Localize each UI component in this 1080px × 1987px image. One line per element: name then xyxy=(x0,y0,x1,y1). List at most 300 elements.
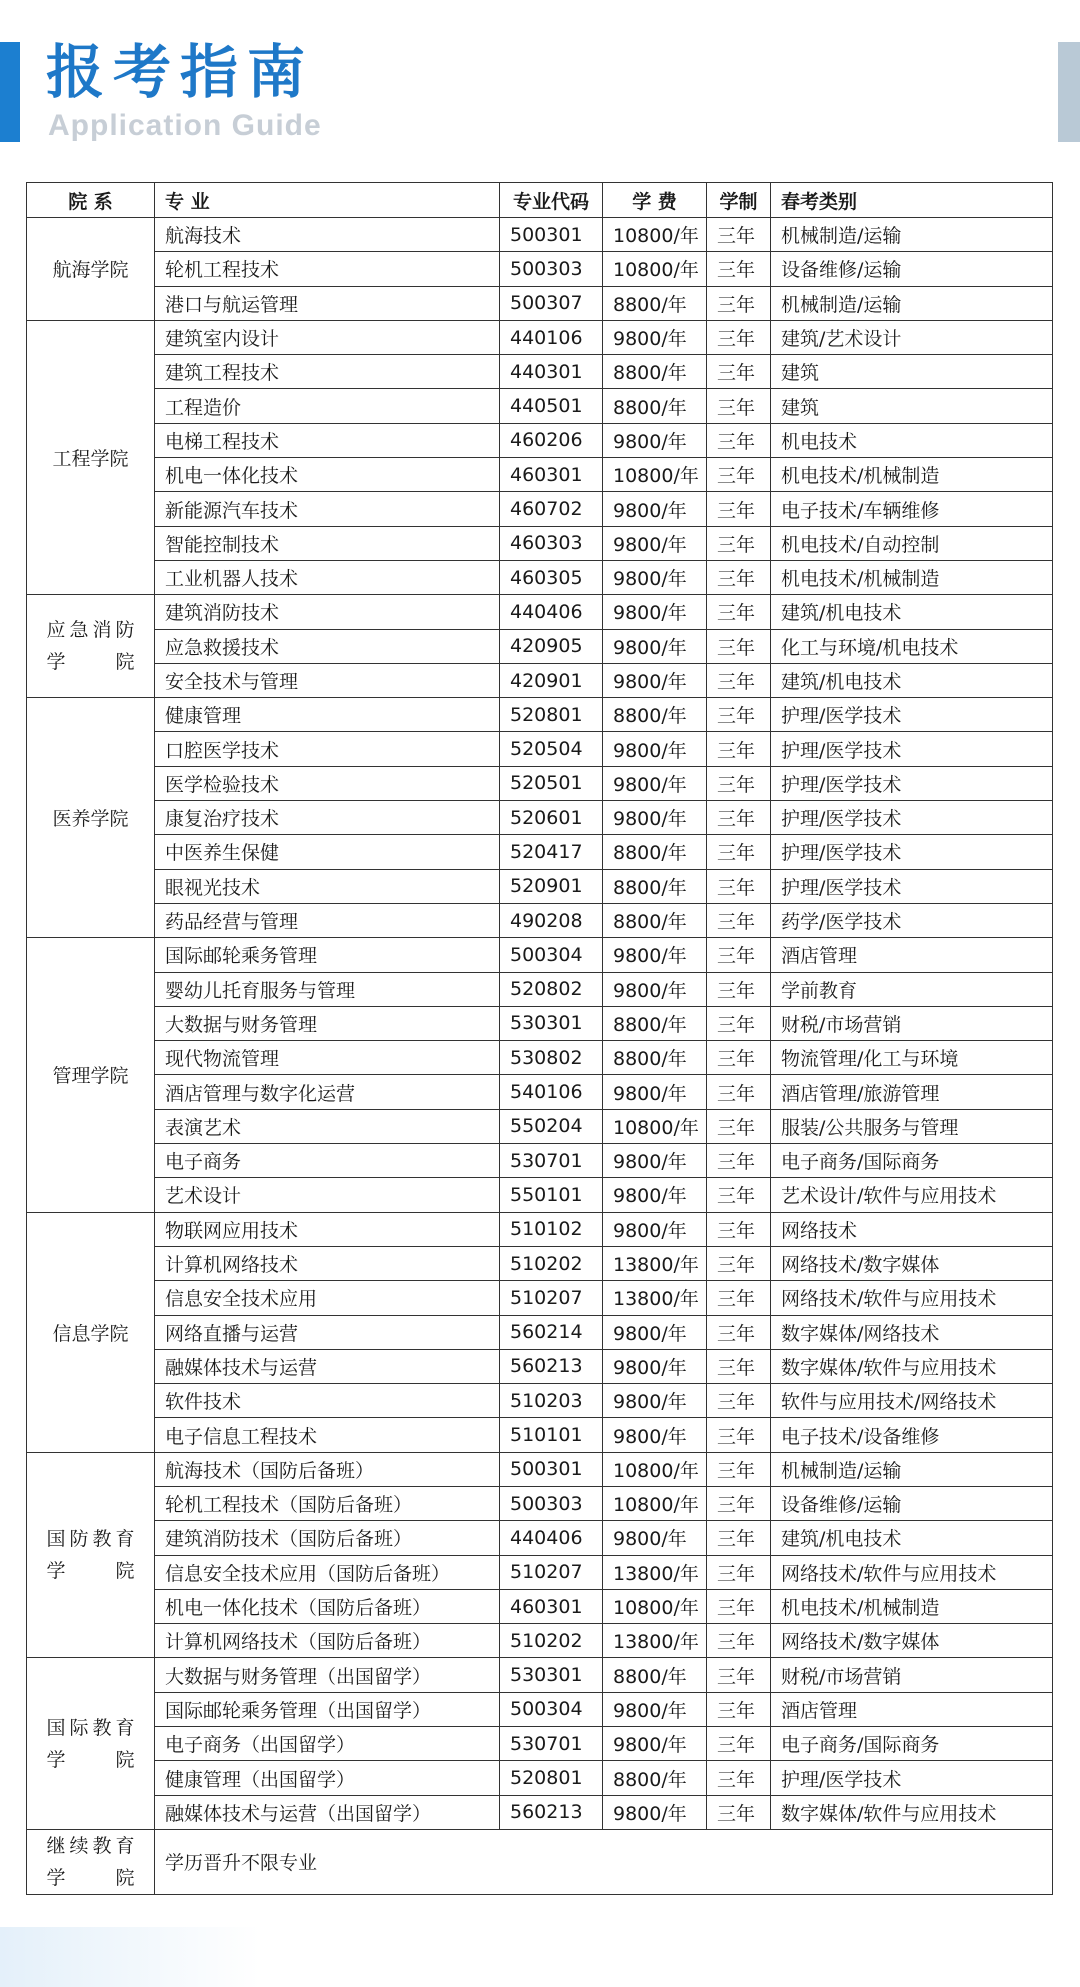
department-name: 管理学院 xyxy=(52,1065,129,1088)
major-category-cell: 设备维修/运输 xyxy=(771,1486,1053,1520)
major-code-cell: 510207 xyxy=(500,1555,603,1589)
major-duration-cell: 三年 xyxy=(707,1555,771,1589)
major-tuition-cell: 13800/年 xyxy=(603,1555,707,1589)
major-duration-cell: 三年 xyxy=(707,218,771,252)
major-code-cell: 460303 xyxy=(500,526,603,560)
major-code-cell: 420905 xyxy=(500,629,603,663)
major-category-cell: 设备维修/运输 xyxy=(771,252,1053,286)
major-name-cell: 航海技术（国防后备班） xyxy=(155,1452,500,1486)
accent-bar-right xyxy=(1058,42,1080,142)
major-name-cell: 口腔医学技术 xyxy=(155,732,500,766)
major-tuition-cell: 9800/年 xyxy=(603,560,707,594)
major-name-cell: 机电一体化技术（国防后备班） xyxy=(155,1589,500,1623)
major-code-cell: 530301 xyxy=(500,1006,603,1040)
major-duration-cell: 三年 xyxy=(707,252,771,286)
major-code-cell: 530301 xyxy=(500,1658,603,1692)
major-category-cell: 电子商务/国际商务 xyxy=(771,1144,1053,1178)
header-code: 专业代码 xyxy=(500,183,603,218)
major-name-cell: 工程造价 xyxy=(155,389,500,423)
table-row xyxy=(27,1212,1053,1246)
table-row xyxy=(27,629,1053,663)
major-name-cell: 电子商务 xyxy=(155,1144,500,1178)
department-cell xyxy=(27,1452,155,1658)
major-name-cell: 工业机器人技术 xyxy=(155,560,500,594)
table-row xyxy=(27,1692,1053,1726)
major-tuition-cell: 9800/年 xyxy=(603,1418,707,1452)
department-cell xyxy=(27,1212,155,1452)
major-code-cell: 500304 xyxy=(500,1692,603,1726)
major-code-cell: 460206 xyxy=(500,423,603,457)
major-code-cell: 440106 xyxy=(500,320,603,354)
major-category-cell: 建筑/艺术设计 xyxy=(771,320,1053,354)
major-category-cell: 电子商务/国际商务 xyxy=(771,1727,1053,1761)
major-duration-cell: 三年 xyxy=(707,1384,771,1418)
major-tuition-cell: 9800/年 xyxy=(603,1521,707,1555)
major-name-cell: 建筑工程技术 xyxy=(155,355,500,389)
major-tuition-cell: 8800/年 xyxy=(603,286,707,320)
major-code-cell: 510207 xyxy=(500,1281,603,1315)
major-category-cell: 机械制造/运输 xyxy=(771,218,1053,252)
major-name-cell: 机电一体化技术 xyxy=(155,458,500,492)
major-duration-cell: 三年 xyxy=(707,355,771,389)
major-category-cell: 网络技术/软件与应用技术 xyxy=(771,1281,1053,1315)
major-name-cell: 建筑消防技术 xyxy=(155,595,500,629)
table-row xyxy=(27,1624,1053,1658)
major-code-cell: 560214 xyxy=(500,1315,603,1349)
major-tuition-cell: 9800/年 xyxy=(603,423,707,457)
major-duration-cell: 三年 xyxy=(707,972,771,1006)
major-code-cell: 550101 xyxy=(500,1178,603,1212)
major-tuition-cell: 8800/年 xyxy=(603,835,707,869)
department-name: 继续教育 学 院 xyxy=(46,1834,135,1889)
major-name-cell: 计算机网络技术 xyxy=(155,1246,500,1280)
major-tuition-cell: 9800/年 xyxy=(603,1727,707,1761)
major-category-cell: 护理/医学技术 xyxy=(771,732,1053,766)
major-duration-cell: 三年 xyxy=(707,1075,771,1109)
major-code-cell: 520801 xyxy=(500,1761,603,1795)
table-row xyxy=(27,1281,1053,1315)
major-tuition-cell: 13800/年 xyxy=(603,1624,707,1658)
major-tuition-cell: 9800/年 xyxy=(603,526,707,560)
major-category-cell: 建筑 xyxy=(771,389,1053,423)
table-row xyxy=(27,423,1053,457)
accent-bar-left xyxy=(0,42,20,142)
major-duration-cell: 三年 xyxy=(707,938,771,972)
table-row xyxy=(27,1315,1053,1349)
table-row xyxy=(27,1006,1053,1040)
table-row xyxy=(27,801,1053,835)
major-code-cell: 500303 xyxy=(500,252,603,286)
department-cell xyxy=(27,698,155,938)
major-duration-cell: 三年 xyxy=(707,698,771,732)
major-code-cell: 520501 xyxy=(500,766,603,800)
table-row xyxy=(27,1109,1053,1143)
major-duration-cell: 三年 xyxy=(707,801,771,835)
department-name: 工程学院 xyxy=(52,448,129,471)
major-code-cell: 520417 xyxy=(500,835,603,869)
major-name-cell: 融媒体技术与运营 xyxy=(155,1349,500,1383)
table-row xyxy=(27,972,1053,1006)
table-row xyxy=(27,252,1053,286)
major-tuition-cell: 9800/年 xyxy=(603,766,707,800)
major-duration-cell: 三年 xyxy=(707,732,771,766)
major-name-cell: 建筑消防技术（国防后备班） xyxy=(155,1521,500,1555)
table-row xyxy=(27,1144,1053,1178)
major-name-cell: 安全技术与管理 xyxy=(155,663,500,697)
major-tuition-cell: 8800/年 xyxy=(603,1658,707,1692)
major-duration-cell: 三年 xyxy=(707,1624,771,1658)
table-row xyxy=(27,938,1053,972)
major-duration-cell: 三年 xyxy=(707,903,771,937)
table-row xyxy=(27,526,1053,560)
major-code-cell: 440501 xyxy=(500,389,603,423)
major-tuition-cell: 13800/年 xyxy=(603,1281,707,1315)
major-category-cell: 酒店管理/旅游管理 xyxy=(771,1075,1053,1109)
major-duration-cell: 三年 xyxy=(707,869,771,903)
table-row xyxy=(27,389,1053,423)
table-row xyxy=(27,766,1053,800)
major-category-cell: 电子技术/设备维修 xyxy=(771,1418,1053,1452)
major-duration-cell: 三年 xyxy=(707,1144,771,1178)
major-category-cell: 酒店管理 xyxy=(771,1692,1053,1726)
major-code-cell: 510202 xyxy=(500,1624,603,1658)
table-row xyxy=(27,698,1053,732)
major-duration-cell: 三年 xyxy=(707,1006,771,1040)
major-code-cell: 520802 xyxy=(500,972,603,1006)
major-code-cell: 520801 xyxy=(500,698,603,732)
major-duration-cell: 三年 xyxy=(707,286,771,320)
department-cell xyxy=(27,938,155,1212)
major-category-cell: 护理/医学技术 xyxy=(771,1761,1053,1795)
major-category-cell: 学前教育 xyxy=(771,972,1053,1006)
major-category-cell: 建筑 xyxy=(771,355,1053,389)
major-name-cell: 婴幼儿托育服务与管理 xyxy=(155,972,500,1006)
major-name-cell: 建筑室内设计 xyxy=(155,320,500,354)
major-tuition-cell: 13800/年 xyxy=(603,1246,707,1280)
major-name-cell: 大数据与财务管理（出国留学） xyxy=(155,1658,500,1692)
major-category-cell: 机电技术/机械制造 xyxy=(771,1589,1053,1623)
table-row xyxy=(27,869,1053,903)
major-category-cell: 机械制造/运输 xyxy=(771,286,1053,320)
major-duration-cell: 三年 xyxy=(707,492,771,526)
major-name-cell: 信息安全技术应用（国防后备班） xyxy=(155,1555,500,1589)
major-name-cell: 中医养生保健 xyxy=(155,835,500,869)
major-category-cell: 数字媒体/网络技术 xyxy=(771,1315,1053,1349)
major-code-cell: 440301 xyxy=(500,355,603,389)
major-duration-cell: 三年 xyxy=(707,1521,771,1555)
major-code-cell: 520601 xyxy=(500,801,603,835)
header-major: 专 业 xyxy=(155,183,500,218)
major-code-cell: 460305 xyxy=(500,560,603,594)
major-tuition-cell: 10800/年 xyxy=(603,1589,707,1623)
major-category-cell: 护理/医学技术 xyxy=(771,766,1053,800)
major-code-cell: 460301 xyxy=(500,458,603,492)
major-duration-cell: 三年 xyxy=(707,595,771,629)
table-row xyxy=(27,1555,1053,1589)
major-name-cell: 表演艺术 xyxy=(155,1109,500,1143)
major-duration-cell: 三年 xyxy=(707,1315,771,1349)
table-header-row xyxy=(27,183,1053,218)
major-tuition-cell: 9800/年 xyxy=(603,732,707,766)
major-name-cell: 现代物流管理 xyxy=(155,1041,500,1075)
table-row-continuing xyxy=(27,1829,1053,1894)
major-duration-cell: 三年 xyxy=(707,389,771,423)
major-tuition-cell: 10800/年 xyxy=(603,458,707,492)
table-row xyxy=(27,732,1053,766)
table-row xyxy=(27,320,1053,354)
header-duration: 学制 xyxy=(707,183,771,218)
major-category-cell: 护理/医学技术 xyxy=(771,869,1053,903)
major-code-cell: 500301 xyxy=(500,218,603,252)
major-code-cell: 500301 xyxy=(500,1452,603,1486)
major-code-cell: 530802 xyxy=(500,1041,603,1075)
table-row xyxy=(27,355,1053,389)
table-row xyxy=(27,1589,1053,1623)
major-category-cell: 护理/医学技术 xyxy=(771,801,1053,835)
major-category-cell: 护理/医学技术 xyxy=(771,835,1053,869)
major-tuition-cell: 9800/年 xyxy=(603,492,707,526)
major-duration-cell: 三年 xyxy=(707,1246,771,1280)
major-name-cell: 大数据与财务管理 xyxy=(155,1006,500,1040)
major-code-cell: 500303 xyxy=(500,1486,603,1520)
major-tuition-cell: 9800/年 xyxy=(603,1212,707,1246)
major-name-cell: 健康管理 xyxy=(155,698,500,732)
major-name-cell: 药品经营与管理 xyxy=(155,903,500,937)
table-row xyxy=(27,903,1053,937)
major-code-cell: 530701 xyxy=(500,1144,603,1178)
major-code-cell: 510102 xyxy=(500,1212,603,1246)
table-row xyxy=(27,1521,1053,1555)
department-name: 医养学院 xyxy=(52,808,129,831)
major-tuition-cell: 9800/年 xyxy=(603,1315,707,1349)
major-duration-cell: 三年 xyxy=(707,1212,771,1246)
major-code-cell: 520901 xyxy=(500,869,603,903)
major-name-cell: 医学检验技术 xyxy=(155,766,500,800)
major-name-cell: 物联网应用技术 xyxy=(155,1212,500,1246)
major-category-cell: 建筑/机电技术 xyxy=(771,1521,1053,1555)
major-duration-cell: 三年 xyxy=(707,1418,771,1452)
major-category-cell: 网络技术/数字媒体 xyxy=(771,1624,1053,1658)
department-name: 国防教育 学 院 xyxy=(46,1528,135,1583)
department-name: 国际教育 学 院 xyxy=(46,1716,135,1771)
major-tuition-cell: 10800/年 xyxy=(603,1486,707,1520)
major-tuition-cell: 8800/年 xyxy=(603,389,707,423)
major-duration-cell: 三年 xyxy=(707,1109,771,1143)
major-duration-cell: 三年 xyxy=(707,1658,771,1692)
major-name-cell: 电子商务（出国留学） xyxy=(155,1727,500,1761)
major-tuition-cell: 8800/年 xyxy=(603,903,707,937)
major-duration-cell: 三年 xyxy=(707,629,771,663)
major-code-cell: 560213 xyxy=(500,1349,603,1383)
table-row xyxy=(27,1452,1053,1486)
major-name-cell: 艺术设计 xyxy=(155,1178,500,1212)
major-tuition-cell: 9800/年 xyxy=(603,1075,707,1109)
major-tuition-cell: 8800/年 xyxy=(603,355,707,389)
major-tuition-cell: 10800/年 xyxy=(603,252,707,286)
major-category-cell: 化工与环境/机电技术 xyxy=(771,629,1053,663)
table-row xyxy=(27,1349,1053,1383)
major-code-cell: 550204 xyxy=(500,1109,603,1143)
table-row xyxy=(27,835,1053,869)
major-duration-cell: 三年 xyxy=(707,1486,771,1520)
major-name-cell: 航海技术 xyxy=(155,218,500,252)
major-tuition-cell: 8800/年 xyxy=(603,1006,707,1040)
major-duration-cell: 三年 xyxy=(707,526,771,560)
major-tuition-cell: 9800/年 xyxy=(603,1384,707,1418)
major-tuition-cell: 8800/年 xyxy=(603,1041,707,1075)
major-category-cell: 建筑/机电技术 xyxy=(771,595,1053,629)
major-tuition-cell: 9800/年 xyxy=(603,663,707,697)
table-row xyxy=(27,1486,1053,1520)
major-category-cell: 数字媒体/软件与应用技术 xyxy=(771,1349,1053,1383)
major-duration-cell: 三年 xyxy=(707,1452,771,1486)
major-duration-cell: 三年 xyxy=(707,663,771,697)
major-duration-cell: 三年 xyxy=(707,835,771,869)
major-name-cell: 国际邮轮乘务管理 xyxy=(155,938,500,972)
department-cell xyxy=(27,218,155,321)
major-name-cell: 智能控制技术 xyxy=(155,526,500,560)
major-duration-cell: 三年 xyxy=(707,1281,771,1315)
table-row xyxy=(27,663,1053,697)
department-cell xyxy=(27,320,155,594)
major-tuition-cell: 10800/年 xyxy=(603,218,707,252)
major-category-cell: 机械制造/运输 xyxy=(771,1452,1053,1486)
table-row xyxy=(27,1418,1053,1452)
major-name-cell: 健康管理（出国留学） xyxy=(155,1761,500,1795)
major-duration-cell: 三年 xyxy=(707,1589,771,1623)
header-department: 院 系 xyxy=(27,183,155,218)
table-row xyxy=(27,1658,1053,1692)
major-tuition-cell: 9800/年 xyxy=(603,320,707,354)
major-name-cell: 轮机工程技术（国防后备班） xyxy=(155,1486,500,1520)
major-category-cell: 软件与应用技术/网络技术 xyxy=(771,1384,1053,1418)
major-tuition-cell: 8800/年 xyxy=(603,698,707,732)
table-row xyxy=(27,1727,1053,1761)
major-tuition-cell: 9800/年 xyxy=(603,972,707,1006)
major-duration-cell: 三年 xyxy=(707,1178,771,1212)
major-tuition-cell: 10800/年 xyxy=(603,1109,707,1143)
department-name: 应急消防 学 院 xyxy=(46,619,135,674)
major-name-cell: 眼视光技术 xyxy=(155,869,500,903)
major-category-cell: 药学/医学技术 xyxy=(771,903,1053,937)
table-row xyxy=(27,492,1053,526)
major-name-cell: 轮机工程技术 xyxy=(155,252,500,286)
major-code-cell: 510202 xyxy=(500,1246,603,1280)
major-duration-cell: 三年 xyxy=(707,1761,771,1795)
major-category-cell: 电子技术/车辆维修 xyxy=(771,492,1053,526)
table-row xyxy=(27,1761,1053,1795)
major-name-cell: 酒店管理与数字化运营 xyxy=(155,1075,500,1109)
table-row xyxy=(27,595,1053,629)
major-code-cell: 560213 xyxy=(500,1795,603,1829)
major-code-cell: 520504 xyxy=(500,732,603,766)
major-name-cell: 计算机网络技术（国防后备班） xyxy=(155,1624,500,1658)
major-category-cell: 物流管理/化工与环境 xyxy=(771,1041,1053,1075)
major-code-cell: 440406 xyxy=(500,595,603,629)
major-name-cell: 电梯工程技术 xyxy=(155,423,500,457)
major-code-cell: 500304 xyxy=(500,938,603,972)
continuing-education-note: 学历晋升不限专业 xyxy=(155,1829,1053,1894)
major-category-cell: 网络技术/数字媒体 xyxy=(771,1246,1053,1280)
major-category-cell: 财税/市场营销 xyxy=(771,1006,1053,1040)
major-category-cell: 机电技术 xyxy=(771,423,1053,457)
major-name-cell: 应急救援技术 xyxy=(155,629,500,663)
major-code-cell: 510203 xyxy=(500,1384,603,1418)
major-category-cell: 护理/医学技术 xyxy=(771,698,1053,732)
major-code-cell: 540106 xyxy=(500,1075,603,1109)
department-cell xyxy=(27,595,155,698)
major-tuition-cell: 9800/年 xyxy=(603,1144,707,1178)
major-name-cell: 康复治疗技术 xyxy=(155,801,500,835)
header-tuition: 学 费 xyxy=(603,183,707,218)
table-row xyxy=(27,1041,1053,1075)
major-duration-cell: 三年 xyxy=(707,320,771,354)
major-code-cell: 510101 xyxy=(500,1418,603,1452)
major-category-cell: 机电技术/自动控制 xyxy=(771,526,1053,560)
major-duration-cell: 三年 xyxy=(707,1041,771,1075)
table-row xyxy=(27,1246,1053,1280)
major-tuition-cell: 8800/年 xyxy=(603,869,707,903)
major-tuition-cell: 9800/年 xyxy=(603,595,707,629)
major-category-cell: 酒店管理 xyxy=(771,938,1053,972)
major-duration-cell: 三年 xyxy=(707,1692,771,1726)
major-category-cell: 网络技术 xyxy=(771,1212,1053,1246)
major-duration-cell: 三年 xyxy=(707,1795,771,1829)
major-duration-cell: 三年 xyxy=(707,1349,771,1383)
major-tuition-cell: 9800/年 xyxy=(603,629,707,663)
major-category-cell: 建筑/机电技术 xyxy=(771,663,1053,697)
major-duration-cell: 三年 xyxy=(707,560,771,594)
table-row xyxy=(27,286,1053,320)
major-name-cell: 信息安全技术应用 xyxy=(155,1281,500,1315)
major-duration-cell: 三年 xyxy=(707,458,771,492)
major-tuition-cell: 9800/年 xyxy=(603,1349,707,1383)
major-code-cell: 500307 xyxy=(500,286,603,320)
major-code-cell: 460702 xyxy=(500,492,603,526)
major-tuition-cell: 9800/年 xyxy=(603,1692,707,1726)
table-row xyxy=(27,218,1053,252)
major-category-cell: 艺术设计/软件与应用技术 xyxy=(771,1178,1053,1212)
department-cell xyxy=(27,1829,155,1894)
page-title: 报考指南 xyxy=(46,38,315,106)
major-tuition-cell: 9800/年 xyxy=(603,1178,707,1212)
major-code-cell: 440406 xyxy=(500,1521,603,1555)
table-row xyxy=(27,560,1053,594)
major-category-cell: 机电技术/机械制造 xyxy=(771,560,1053,594)
major-code-cell: 530701 xyxy=(500,1727,603,1761)
major-duration-cell: 三年 xyxy=(707,1727,771,1761)
major-name-cell: 新能源汽车技术 xyxy=(155,492,500,526)
admission-table xyxy=(26,182,1053,1895)
major-code-cell: 420901 xyxy=(500,663,603,697)
table-row xyxy=(27,458,1053,492)
major-tuition-cell: 10800/年 xyxy=(603,1452,707,1486)
major-category-cell: 服装/公共服务与管理 xyxy=(771,1109,1053,1143)
major-name-cell: 网络直播与运营 xyxy=(155,1315,500,1349)
table-row xyxy=(27,1795,1053,1829)
major-name-cell: 港口与航运管理 xyxy=(155,286,500,320)
major-tuition-cell: 8800/年 xyxy=(603,1761,707,1795)
decorative-gradient xyxy=(0,1927,260,1987)
department-name: 航海学院 xyxy=(52,259,129,282)
major-name-cell: 国际邮轮乘务管理（出国留学） xyxy=(155,1692,500,1726)
table-row xyxy=(27,1384,1053,1418)
major-tuition-cell: 9800/年 xyxy=(603,1795,707,1829)
major-name-cell: 融媒体技术与运营（出国留学） xyxy=(155,1795,500,1829)
major-code-cell: 460301 xyxy=(500,1589,603,1623)
major-duration-cell: 三年 xyxy=(707,423,771,457)
page-subtitle: Application Guide xyxy=(48,109,322,142)
